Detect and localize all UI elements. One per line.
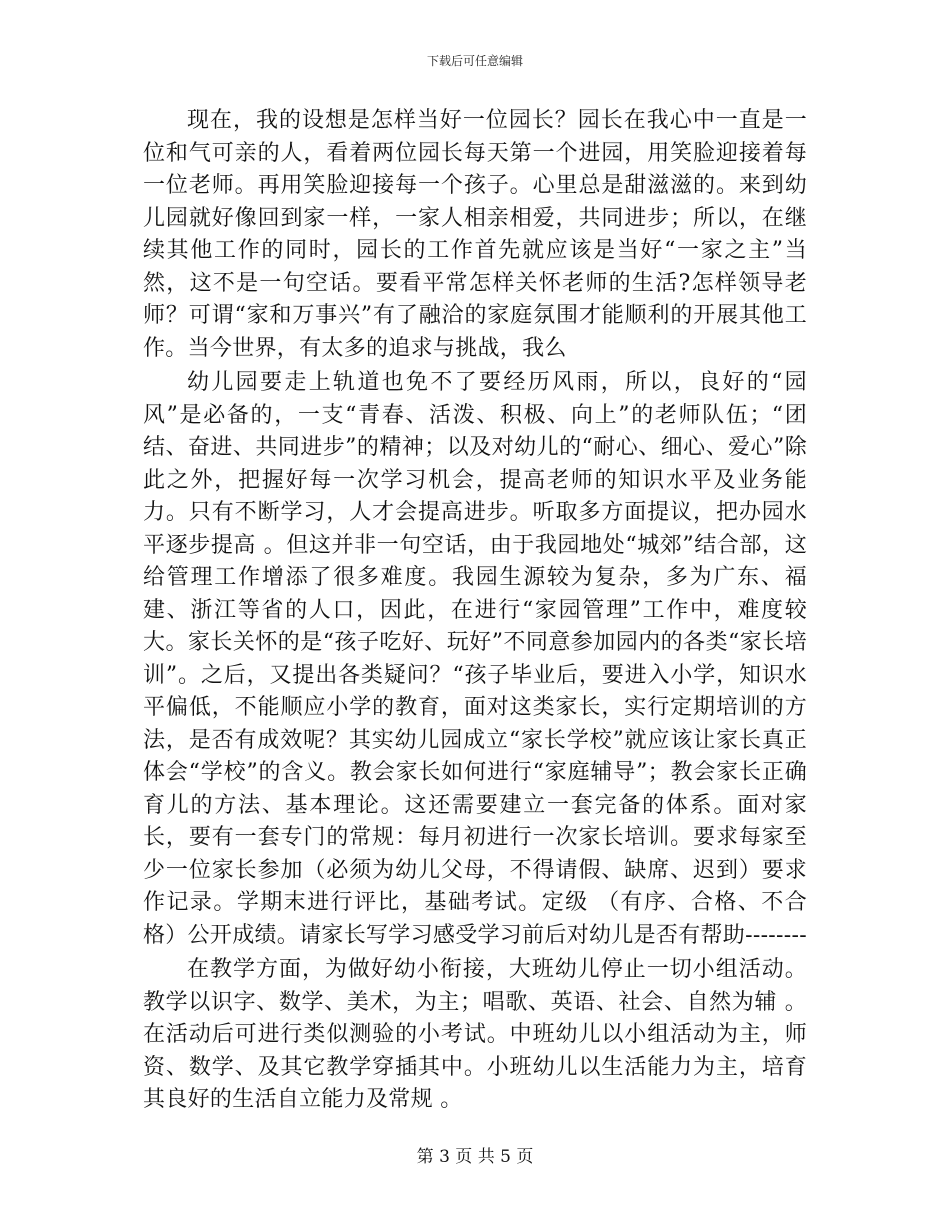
page-header: 下载后可任意编辑 — [426, 54, 523, 68]
paragraph-principal-vision: 现在，我的设想是怎样当好一位园长？园长在我心中一直是一位和气可亲的人，看着两位园长每天第一个进园，用笑脸迎接着每一位老师。再用笑脸迎接每一个孩子。心里总是甜滋滋的。来到幼儿园就好像回到家一样，一家人相亲相爱，共同进步；所以，在继续其他工作的同时，园长的工作首先就应该是当好“一家之主”当然，这不是一句空话。要看平常怎样关怀老师的生活?怎样领导老师？可谓“家和万事兴”有了融洽的家庭氛围才能顺利的开展其他工作。当今世界，有太多的追求与挑战，我么 — [143, 108, 807, 361]
document-body — [143, 105, 807, 1119]
paragraph-kindergarten-culture: 幼儿园要走上轨道也免不了要经历风雨，所以，良好的“园风”是必备的，一支“青春、活泼、积极、向上”的老师队伍；“团结、奋进、共同进步”的精神；以及对幼儿的“耐心、细心、爱心”除此之外，把握好每一次学习机会，提高老师的知识水平及业务能力。只有不断学习，人才会提高进步。听取多方面提议，把办园水平逐步提高 。但这并非一句空话，由于我园地处“城郊”结合部，这给管理工作增添了很多难度。我园生源较为复杂，多为广东、福建、浙江等省的人口，因此，在进行“家园管理”工作中，难度较大。家长关怀的是“孩子吃好、玩好”不同意参加园内的各类“家长培训”。之后，又提出各类疑问？“孩子毕业后，要进入小学，知识水平偏低，不能顺应小学的教育，面对这类家长，实行定期培训的方法，是否有成效呢？其实幼儿园成立“家长学校”就应该让家长真正体会“学校”的含义。教会家长如何进行“家庭辅导”；教会家长正确育儿的方法、基本理论。这还需要建立一套完备的体系。面对家长，要有一套专门的常规：每月初进行一次家长培训。要求每家至少一位家长参加（必须为幼儿父母，不得请假、缺席、迟到）要求作记录。学期末进行评比，基础考试。定级 （有序、合格、不合格）公开成绩。请家长写学习感受学习前后对幼儿是否有帮助-------- — [143, 370, 807, 948]
paragraph-teaching: 在教学方面，为做好幼小衔接，大班幼儿停止一切小组活动。教学以识字、数学、美术，为主；唱歌、英语、社会、自然为辅 。在活动后可进行类似测验的小考试。中班幼儿以小组活动为主，师资、数学、及其它教学穿插其中。小班幼儿以生活能力为主，培育其良好的生活自立能力及常规 。 — [143, 957, 807, 1112]
page-number: 第 3 页 共 5 页 — [416, 1147, 534, 1167]
